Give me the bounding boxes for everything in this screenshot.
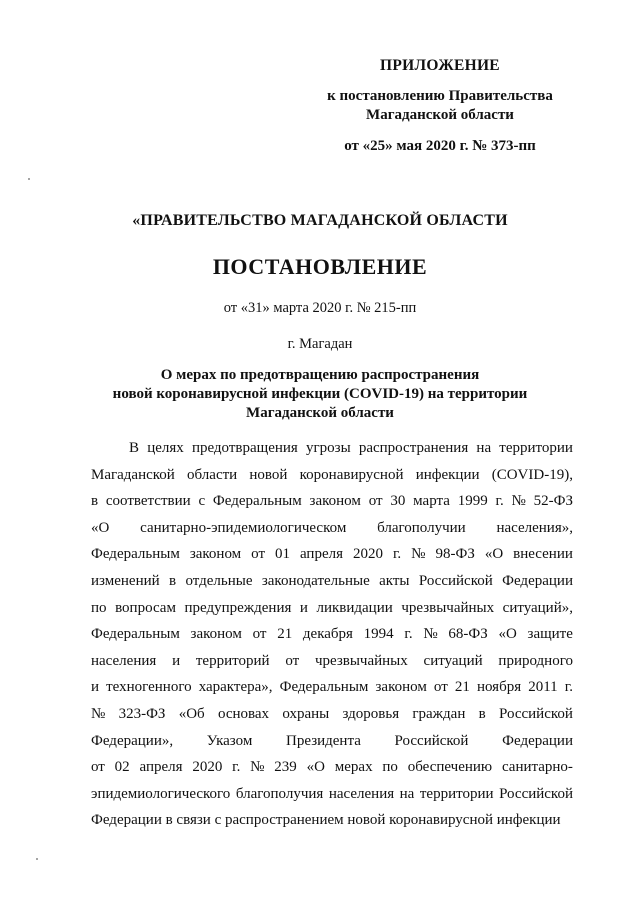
decree-date-number: от «31» марта 2020 г. № 215-пп	[223, 300, 417, 316]
body-word: Федерации»,	[91, 732, 174, 749]
body-word: ликвидации	[316, 599, 393, 616]
body-word: Федерации	[502, 572, 573, 589]
body-word: №	[511, 493, 526, 510]
body-word: в	[478, 705, 486, 722]
city-line: г. Магадан	[287, 336, 353, 352]
body-word: Магаданской	[91, 466, 175, 483]
body-word: ситуаций	[423, 652, 483, 669]
appendix-line-2: Магаданской области	[366, 107, 514, 123]
body-line	[91, 488, 573, 515]
body-word: по	[91, 599, 107, 616]
body-line	[91, 595, 573, 622]
body-word: г.	[392, 546, 402, 563]
body-word: территории	[419, 785, 494, 802]
body-word: 21	[277, 626, 293, 643]
body-word: г.	[404, 626, 413, 643]
body-word: «О	[91, 519, 110, 536]
body-word: санитарно-эпидемиологическом	[140, 519, 347, 536]
body-word: благополучия	[235, 785, 324, 802]
body-word: 1999	[457, 493, 488, 510]
body-line	[91, 728, 573, 755]
body-word: предотвращения	[191, 440, 298, 456]
body-word: декабря	[302, 626, 353, 643]
body-word: эпидемиологического	[91, 785, 231, 802]
body-word: Российской	[498, 705, 573, 722]
body-line	[91, 568, 573, 595]
body-word: Федеральным	[212, 493, 302, 510]
body-word: апреля	[299, 546, 343, 563]
body-word: на	[476, 440, 492, 456]
body-word: апреля	[139, 759, 183, 776]
body-word: №	[91, 705, 106, 722]
body-word: распространения	[358, 440, 469, 456]
body-line	[91, 435, 573, 462]
body-word: населения	[328, 785, 395, 802]
body-word: с	[198, 493, 206, 510]
body-word: Федерации	[502, 732, 573, 749]
body-word: 52-ФЗ	[533, 493, 573, 510]
body-line	[91, 781, 573, 808]
body-word: основах	[217, 705, 270, 722]
body-word: «Об	[178, 705, 205, 722]
body-word: целях	[147, 440, 184, 456]
body-word: природного	[498, 652, 573, 669]
body-word: отдельные	[185, 572, 253, 589]
body-word: внесении	[513, 546, 573, 563]
body-word: области	[187, 466, 238, 483]
body-word: Российской	[499, 785, 573, 802]
body-word: от	[433, 679, 448, 696]
body-word: и	[299, 599, 308, 616]
body-word: и	[91, 679, 100, 696]
body-word: г.	[232, 759, 241, 776]
body-word: г.	[564, 679, 573, 696]
body-word: угрозы	[306, 440, 351, 456]
body-word: чрезвычайных	[401, 599, 495, 616]
body-word: изменений	[91, 572, 160, 589]
body-word: инфекции	[415, 466, 480, 483]
body-word: граждан	[412, 705, 466, 722]
subject-line-1: О мерах по предотвращению распространения	[160, 367, 480, 383]
document-type-heading: ПОСТАНОВЛЕНИЕ	[212, 254, 428, 279]
body-word: г.	[495, 493, 504, 510]
scan-speck	[36, 858, 38, 860]
body-word: 2020	[352, 546, 383, 563]
body-word: 98-ФЗ	[435, 546, 475, 563]
body-word: соответствии	[105, 493, 191, 510]
body-word: №	[423, 626, 438, 643]
body-line	[91, 462, 573, 489]
body-word: предупреждения	[184, 599, 292, 616]
body-word: «О	[498, 626, 517, 643]
body-word: 323-ФЗ	[118, 705, 166, 722]
body-word: населения	[91, 652, 157, 669]
body-word: 1994	[363, 626, 394, 643]
body-word: Российской	[394, 732, 469, 749]
body-word: Федеральным	[279, 679, 369, 696]
body-word: и	[172, 652, 181, 669]
body-line	[91, 674, 573, 701]
body-word: законом	[309, 493, 361, 510]
body-word: здоровья	[342, 705, 400, 722]
body-word: ноября	[476, 679, 522, 696]
body-line: Федерации в связи с распространением новой коронавирусной инфекции	[91, 812, 561, 829]
body-word: Федеральным	[91, 626, 180, 643]
body-word: Федеральным	[91, 546, 180, 563]
body-word: обеспечению	[407, 759, 493, 776]
decree-subject	[0, 366, 640, 423]
appendix-block	[310, 56, 570, 156]
body-word: Российской	[418, 572, 493, 589]
body-word: 02	[114, 759, 130, 776]
appendix-date: от «25» мая 2020 г. № 373-пп	[344, 138, 536, 154]
body-word: законом	[189, 546, 242, 563]
body-word: 68-ФЗ	[448, 626, 488, 643]
body-word: вопросам	[115, 599, 176, 616]
body-line	[91, 621, 573, 648]
appendix-line-1: к постановлению Правительства	[327, 88, 553, 104]
body-word: законодательные	[261, 572, 370, 589]
body-word: законом	[375, 679, 427, 696]
body-line	[91, 754, 573, 781]
body-word: чрезвычайных	[314, 652, 408, 669]
body-word: акты	[379, 572, 410, 589]
scan-speck	[28, 178, 30, 180]
government-heading: «ПРАВИТЕЛЬСТВО МАГАДАНСКОЙ ОБЛАСТИ	[132, 212, 508, 229]
body-line	[91, 515, 573, 542]
body-word: от	[368, 493, 383, 510]
body-line	[91, 541, 573, 568]
body-word: на	[399, 785, 415, 802]
body-word: территорий	[195, 652, 270, 669]
body-word: от	[251, 546, 265, 563]
body-word: характера»,	[198, 679, 273, 696]
body-word: 239	[274, 759, 297, 776]
body-word: 2011	[528, 679, 558, 696]
body-word: «О	[484, 546, 504, 563]
body-word: санитарно-	[501, 759, 573, 776]
body-word: техногенного	[106, 679, 192, 696]
body-word: 01	[274, 546, 290, 563]
body-word: (COVID-19),	[491, 466, 573, 483]
body-word: 21	[454, 679, 470, 696]
body-word: «О	[306, 759, 325, 776]
body-word: в	[169, 572, 177, 589]
body-word: №	[411, 546, 426, 563]
body-word: новой	[249, 466, 288, 483]
body-word: охраны	[282, 705, 330, 722]
body-line	[91, 648, 573, 675]
body-word: благополучии	[377, 519, 466, 536]
appendix-title: ПРИЛОЖЕНИЕ	[380, 57, 500, 74]
body-word: 30	[390, 493, 406, 510]
body-word: населения»,	[496, 519, 573, 536]
body-word: Президента	[286, 732, 361, 749]
body-word: коронавирусной	[299, 466, 404, 483]
subject-line-2: новой коронавирусной инфекции (COVID-19) на территории	[112, 386, 528, 402]
body-word: мерах	[334, 759, 373, 776]
body-word: территории	[499, 440, 573, 456]
body-word: №	[250, 759, 265, 776]
body-word: защите	[527, 626, 573, 643]
body-word: Указом	[206, 732, 253, 749]
body-word: марта	[413, 493, 450, 510]
body-word: законом	[190, 626, 242, 643]
body-word: в	[91, 493, 99, 510]
body-word: В	[129, 440, 140, 456]
body-paragraph	[91, 435, 573, 834]
body-word: от	[285, 652, 300, 669]
subject-line-3: Магаданской области	[246, 405, 394, 421]
body-word: от	[252, 626, 267, 643]
body-word: от	[91, 759, 105, 776]
body-word: 2020	[192, 759, 223, 776]
body-word: по	[382, 759, 398, 776]
body-line	[91, 701, 573, 728]
body-word: ситуаций»,	[502, 599, 573, 616]
